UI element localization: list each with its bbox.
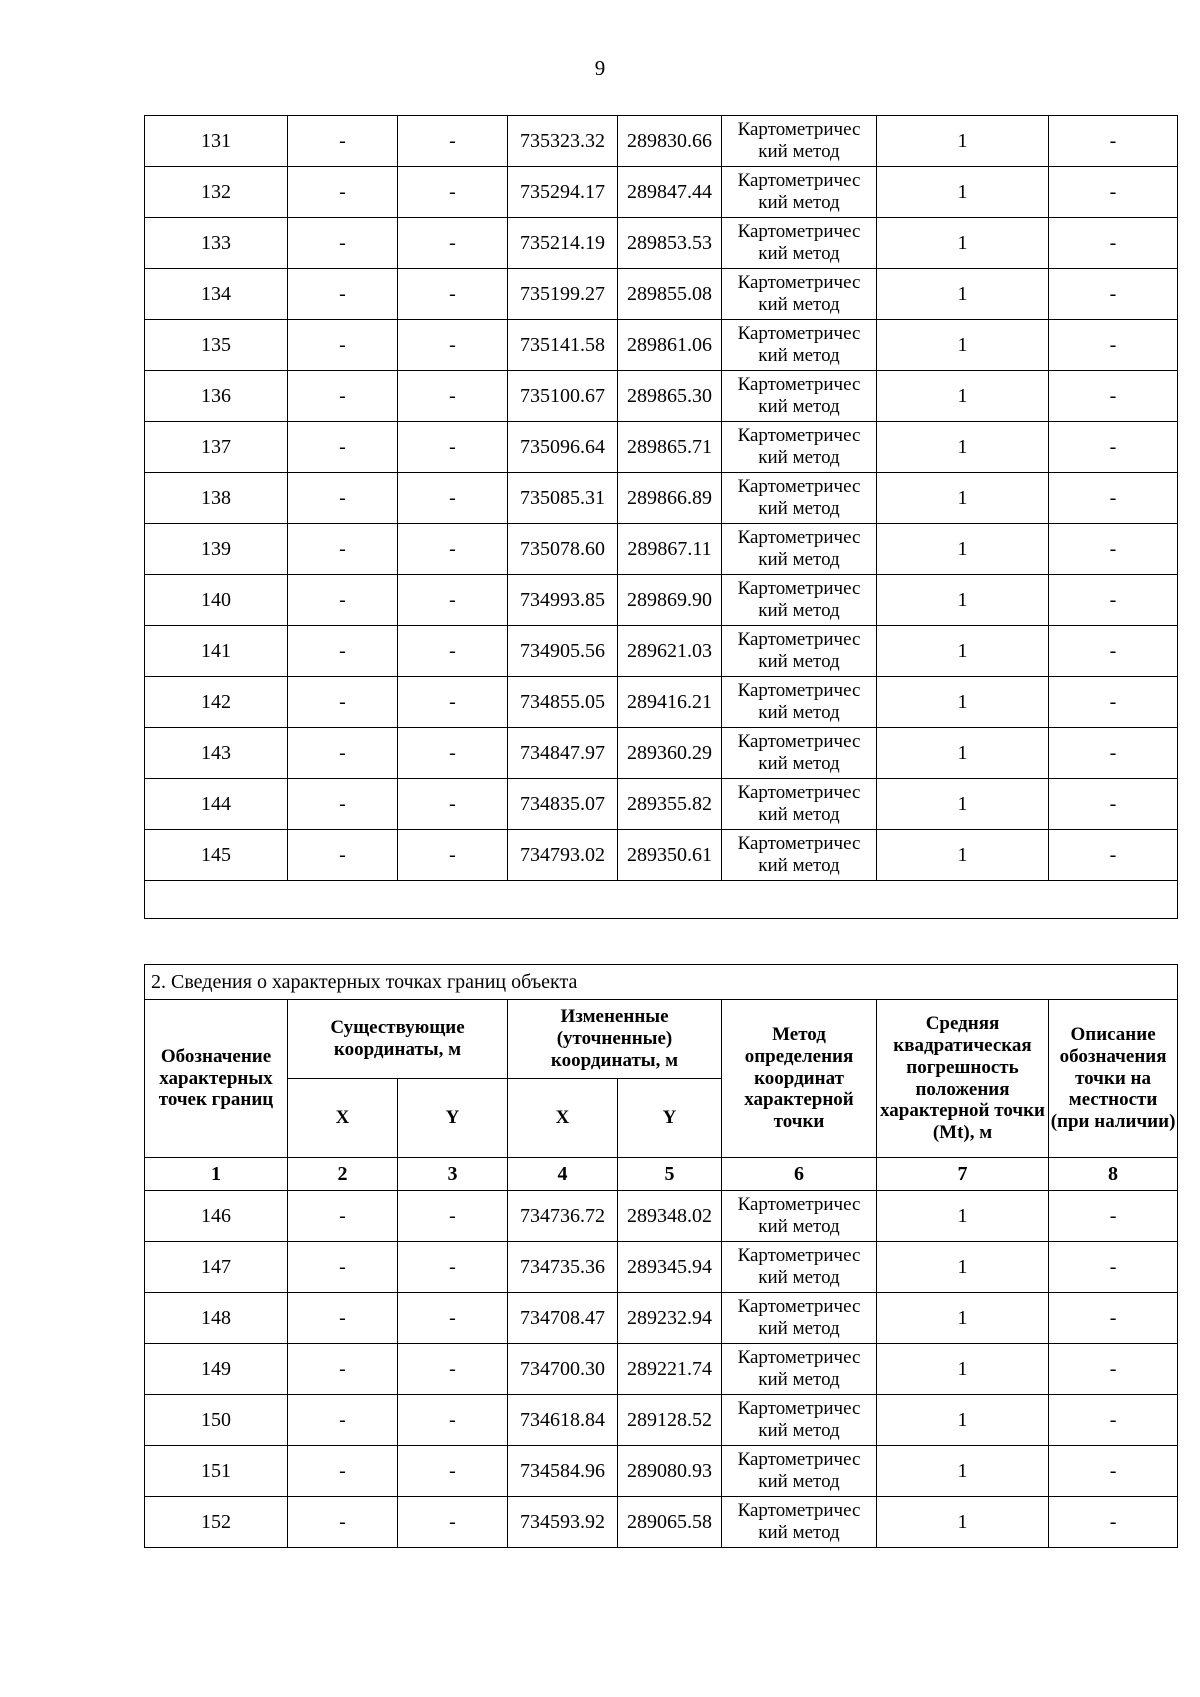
method-cell: [722, 473, 877, 524]
mean-square-error: 1: [877, 116, 1049, 167]
method-line-1: Картометричес: [737, 782, 861, 804]
table-row: [145, 1191, 1178, 1242]
changed-y: 289621.03: [618, 626, 722, 677]
table-row: [145, 779, 1178, 830]
header-method: Метод определения координат характерной точки: [722, 1000, 877, 1158]
changed-x: 734735.36: [508, 1242, 618, 1293]
table-row: [145, 116, 1178, 167]
point-description: -: [1049, 626, 1178, 677]
header-existing-x: X: [288, 1079, 398, 1158]
mean-square-error: 1: [877, 167, 1049, 218]
point-designation: 141: [145, 626, 288, 677]
existing-y: -: [398, 1344, 508, 1395]
column-number: 8: [1049, 1158, 1178, 1191]
point-description: -: [1049, 473, 1178, 524]
mean-square-error: 1: [877, 1293, 1049, 1344]
point-designation: 151: [145, 1446, 288, 1497]
existing-x: -: [288, 1242, 398, 1293]
point-description: -: [1049, 116, 1178, 167]
changed-y: 289867.11: [618, 524, 722, 575]
method-line-2: кий метод: [758, 1471, 840, 1492]
column-number: 1: [145, 1158, 288, 1191]
point-description: -: [1049, 371, 1178, 422]
method-line-1: Картометричес: [737, 221, 861, 243]
point-designation: 143: [145, 728, 288, 779]
changed-y: 289866.89: [618, 473, 722, 524]
method-line-2: кий метод: [758, 1522, 840, 1543]
changed-x: 735100.67: [508, 371, 618, 422]
mean-square-error: 1: [877, 371, 1049, 422]
mean-square-error: 1: [877, 320, 1049, 371]
changed-y: 289847.44: [618, 167, 722, 218]
mean-square-error: 1: [877, 575, 1049, 626]
existing-y: -: [398, 473, 508, 524]
table-row: [145, 677, 1178, 728]
point-designation: 136: [145, 371, 288, 422]
changed-x: 735199.27: [508, 269, 618, 320]
method-line-1: Картометричес: [737, 1500, 861, 1522]
method-cell: [722, 167, 877, 218]
point-designation: 138: [145, 473, 288, 524]
method-cell: [722, 1446, 877, 1497]
mean-square-error: 1: [877, 1395, 1049, 1446]
point-designation: 147: [145, 1242, 288, 1293]
point-designation: 145: [145, 830, 288, 881]
point-description: -: [1049, 575, 1178, 626]
method-cell: [722, 218, 877, 269]
table-row: [145, 1497, 1178, 1548]
changed-x: 734593.92: [508, 1497, 618, 1548]
mean-square-error: 1: [877, 1242, 1049, 1293]
changed-y: 289853.53: [618, 218, 722, 269]
changed-x: 735085.31: [508, 473, 618, 524]
existing-y: -: [398, 779, 508, 830]
mean-square-error: 1: [877, 1446, 1049, 1497]
table-row: [145, 1293, 1178, 1344]
existing-x: -: [288, 473, 398, 524]
point-designation: 140: [145, 575, 288, 626]
method-line-1: Картометричес: [737, 527, 861, 549]
method-line-1: Картометричес: [737, 1194, 861, 1216]
method-line-2: кий метод: [758, 651, 840, 672]
changed-x: 735214.19: [508, 218, 618, 269]
mean-square-error: 1: [877, 269, 1049, 320]
method-line-2: кий метод: [758, 549, 840, 570]
header-changed-x: X: [508, 1079, 618, 1158]
changed-x: 734905.56: [508, 626, 618, 677]
changed-y: 289128.52: [618, 1395, 722, 1446]
existing-y: -: [398, 269, 508, 320]
point-designation: 149: [145, 1344, 288, 1395]
method-line-2: кий метод: [758, 141, 840, 162]
existing-y: -: [398, 371, 508, 422]
changed-x: 735096.64: [508, 422, 618, 473]
changed-x: 734700.30: [508, 1344, 618, 1395]
table1-body: [145, 116, 1178, 881]
method-cell: [722, 830, 877, 881]
mean-square-error: 1: [877, 728, 1049, 779]
point-description: -: [1049, 1191, 1178, 1242]
point-description: -: [1049, 167, 1178, 218]
point-description: -: [1049, 779, 1178, 830]
point-description: -: [1049, 218, 1178, 269]
method-line-2: кий метод: [758, 1420, 840, 1441]
method-cell: [722, 116, 877, 167]
mean-square-error: 1: [877, 422, 1049, 473]
method-cell: [722, 524, 877, 575]
changed-y: 289355.82: [618, 779, 722, 830]
method-line-1: Картометричес: [737, 476, 861, 498]
method-line-1: Картометричес: [737, 1296, 861, 1318]
existing-y: -: [398, 677, 508, 728]
mean-square-error: 1: [877, 1344, 1049, 1395]
changed-x: 734847.97: [508, 728, 618, 779]
existing-y: -: [398, 1191, 508, 1242]
method-line-1: Картометричес: [737, 374, 861, 396]
method-line-1: Картометричес: [737, 731, 861, 753]
column-number: 6: [722, 1158, 877, 1191]
table-row: [145, 218, 1178, 269]
point-description: -: [1049, 1344, 1178, 1395]
table-row: [145, 575, 1178, 626]
point-description: -: [1049, 1497, 1178, 1548]
existing-x: -: [288, 1344, 398, 1395]
table-row: [145, 1446, 1178, 1497]
existing-x: -: [288, 575, 398, 626]
changed-y: 289830.66: [618, 116, 722, 167]
method-line-2: кий метод: [758, 294, 840, 315]
changed-x: 735078.60: [508, 524, 618, 575]
point-designation: 148: [145, 1293, 288, 1344]
existing-y: -: [398, 1446, 508, 1497]
changed-y: 289416.21: [618, 677, 722, 728]
method-line-2: кий метод: [758, 192, 840, 213]
method-line-2: кий метод: [758, 1318, 840, 1339]
point-description: -: [1049, 830, 1178, 881]
point-description: -: [1049, 728, 1178, 779]
blank-cell: [145, 881, 1178, 919]
method-cell: [722, 1497, 877, 1548]
existing-y: -: [398, 167, 508, 218]
method-line-1: Картометричес: [737, 1347, 861, 1369]
method-cell: [722, 1242, 877, 1293]
method-line-2: кий метод: [758, 447, 840, 468]
point-designation: 146: [145, 1191, 288, 1242]
existing-x: -: [288, 116, 398, 167]
table2-body: [145, 1191, 1178, 1548]
method-line-2: кий метод: [758, 396, 840, 417]
method-line-1: Картометричес: [737, 272, 861, 294]
changed-x: 735323.32: [508, 116, 618, 167]
changed-x: 734993.85: [508, 575, 618, 626]
point-description: -: [1049, 269, 1178, 320]
method-cell: [722, 575, 877, 626]
mean-square-error: 1: [877, 677, 1049, 728]
header-existing-coordinates: Существующие координаты, м: [288, 1000, 508, 1079]
point-description: -: [1049, 677, 1178, 728]
point-description: -: [1049, 1242, 1178, 1293]
method-cell: [722, 1293, 877, 1344]
boundary-points-table: [144, 964, 1178, 1548]
existing-x: -: [288, 422, 398, 473]
point-designation: 144: [145, 779, 288, 830]
point-description: -: [1049, 1395, 1178, 1446]
point-designation: 142: [145, 677, 288, 728]
table-row: [145, 524, 1178, 575]
mean-square-error: 1: [877, 1191, 1049, 1242]
table-row: [145, 1242, 1178, 1293]
existing-x: -: [288, 371, 398, 422]
column-number: 7: [877, 1158, 1049, 1191]
method-line-2: кий метод: [758, 804, 840, 825]
existing-y: -: [398, 728, 508, 779]
method-line-1: Картометричес: [737, 119, 861, 141]
method-line-1: Картометричес: [737, 1449, 861, 1471]
method-cell: [722, 320, 877, 371]
table-caption: 2. Сведения о характерных точках границ объекта: [145, 965, 1178, 1000]
changed-y: 289855.08: [618, 269, 722, 320]
method-line-1: Картометричес: [737, 170, 861, 192]
method-cell: [722, 371, 877, 422]
existing-y: -: [398, 575, 508, 626]
existing-x: -: [288, 1395, 398, 1446]
point-description: -: [1049, 320, 1178, 371]
table-row: [145, 473, 1178, 524]
header-designation: Обозначение характерных точек границ: [145, 1000, 288, 1158]
method-line-1: Картометричес: [737, 629, 861, 651]
point-description: -: [1049, 1293, 1178, 1344]
changed-x: 734835.07: [508, 779, 618, 830]
table-row: [145, 1395, 1178, 1446]
mean-square-error: 1: [877, 830, 1049, 881]
boundary-points-table-continued: [144, 115, 1178, 919]
mean-square-error: 1: [877, 218, 1049, 269]
point-designation: 139: [145, 524, 288, 575]
method-line-2: кий метод: [758, 243, 840, 264]
changed-y: 289221.74: [618, 1344, 722, 1395]
changed-y: 289360.29: [618, 728, 722, 779]
mean-square-error: 1: [877, 626, 1049, 677]
method-line-1: Картометричес: [737, 833, 861, 855]
point-designation: 134: [145, 269, 288, 320]
column-number: 4: [508, 1158, 618, 1191]
existing-y: -: [398, 1395, 508, 1446]
existing-y: -: [398, 422, 508, 473]
method-line-1: Картометричес: [737, 323, 861, 345]
changed-y: 289345.94: [618, 1242, 722, 1293]
existing-x: -: [288, 1446, 398, 1497]
method-cell: [722, 677, 877, 728]
mean-square-error: 1: [877, 1497, 1049, 1548]
changed-x: 734618.84: [508, 1395, 618, 1446]
existing-y: -: [398, 626, 508, 677]
table-row: [145, 269, 1178, 320]
page-number: 9: [594, 56, 606, 80]
method-line-2: кий метод: [758, 702, 840, 723]
table-row: [145, 371, 1178, 422]
changed-x: 734584.96: [508, 1446, 618, 1497]
method-cell: [722, 779, 877, 830]
changed-x: 735294.17: [508, 167, 618, 218]
method-cell: [722, 422, 877, 473]
changed-y: 289065.58: [618, 1497, 722, 1548]
table-row: [145, 422, 1178, 473]
method-line-1: Картометричес: [737, 578, 861, 600]
changed-y: 289080.93: [618, 1446, 722, 1497]
column-number: 3: [398, 1158, 508, 1191]
point-designation: 131: [145, 116, 288, 167]
existing-y: -: [398, 218, 508, 269]
method-line-2: кий метод: [758, 1267, 840, 1288]
changed-x: 734736.72: [508, 1191, 618, 1242]
point-designation: 150: [145, 1395, 288, 1446]
table-row: [145, 167, 1178, 218]
point-description: -: [1049, 422, 1178, 473]
existing-y: -: [398, 1293, 508, 1344]
existing-x: -: [288, 830, 398, 881]
header-mean-square-error: Средняя квадратическая погрешность положения характерной точки (Mt), м: [877, 1000, 1049, 1158]
method-line-2: кий метод: [758, 345, 840, 366]
header-existing-y: Y: [398, 1079, 508, 1158]
method-cell: [722, 1344, 877, 1395]
method-cell: [722, 728, 877, 779]
table-row: [145, 626, 1178, 677]
existing-y: -: [398, 524, 508, 575]
table1-blank-row: [145, 881, 1178, 919]
existing-x: -: [288, 269, 398, 320]
mean-square-error: 1: [877, 779, 1049, 830]
column-number: 2: [288, 1158, 398, 1191]
existing-y: -: [398, 116, 508, 167]
method-line-2: кий метод: [758, 753, 840, 774]
method-line-2: кий метод: [758, 1216, 840, 1237]
changed-y: 289865.30: [618, 371, 722, 422]
header-changed-y: Y: [618, 1079, 722, 1158]
point-designation: 137: [145, 422, 288, 473]
header-changed-coordinates: Измененные (уточненные) координаты, м: [508, 1000, 722, 1079]
existing-x: -: [288, 677, 398, 728]
method-line-2: кий метод: [758, 600, 840, 621]
existing-y: -: [398, 320, 508, 371]
changed-x: 734793.02: [508, 830, 618, 881]
method-line-1: Картометричес: [737, 680, 861, 702]
existing-y: -: [398, 830, 508, 881]
column-number-row: [145, 1158, 1178, 1191]
point-description: -: [1049, 1446, 1178, 1497]
method-cell: [722, 626, 877, 677]
existing-x: -: [288, 524, 398, 575]
existing-x: -: [288, 218, 398, 269]
existing-x: -: [288, 626, 398, 677]
existing-x: -: [288, 1191, 398, 1242]
method-line-1: Картометричес: [737, 1398, 861, 1420]
header-description: Описание обозначения точки на местности (при наличии): [1049, 1000, 1178, 1158]
method-line-2: кий метод: [758, 498, 840, 519]
point-description: -: [1049, 524, 1178, 575]
table-row: [145, 320, 1178, 371]
existing-x: -: [288, 1293, 398, 1344]
method-cell: [722, 1191, 877, 1242]
existing-x: -: [288, 779, 398, 830]
method-line-1: Картометричес: [737, 1245, 861, 1267]
existing-x: -: [288, 320, 398, 371]
existing-x: -: [288, 167, 398, 218]
changed-y: 289348.02: [618, 1191, 722, 1242]
point-designation: 132: [145, 167, 288, 218]
changed-x: 734708.47: [508, 1293, 618, 1344]
changed-y: 289865.71: [618, 422, 722, 473]
column-number: 5: [618, 1158, 722, 1191]
changed-y: 289232.94: [618, 1293, 722, 1344]
table-row: [145, 830, 1178, 881]
table-row: [145, 1344, 1178, 1395]
existing-x: -: [288, 728, 398, 779]
changed-y: 289350.61: [618, 830, 722, 881]
method-cell: [722, 1395, 877, 1446]
changed-y: 289869.90: [618, 575, 722, 626]
changed-x: 735141.58: [508, 320, 618, 371]
point-designation: 135: [145, 320, 288, 371]
method-line-2: кий метод: [758, 1369, 840, 1390]
changed-y: 289861.06: [618, 320, 722, 371]
method-line-1: Картометричес: [737, 425, 861, 447]
point-designation: 152: [145, 1497, 288, 1548]
changed-x: 734855.05: [508, 677, 618, 728]
mean-square-error: 1: [877, 473, 1049, 524]
existing-y: -: [398, 1497, 508, 1548]
existing-x: -: [288, 1497, 398, 1548]
method-cell: [722, 269, 877, 320]
mean-square-error: 1: [877, 524, 1049, 575]
method-line-2: кий метод: [758, 855, 840, 876]
point-designation: 133: [145, 218, 288, 269]
existing-y: -: [398, 1242, 508, 1293]
table-row: [145, 728, 1178, 779]
